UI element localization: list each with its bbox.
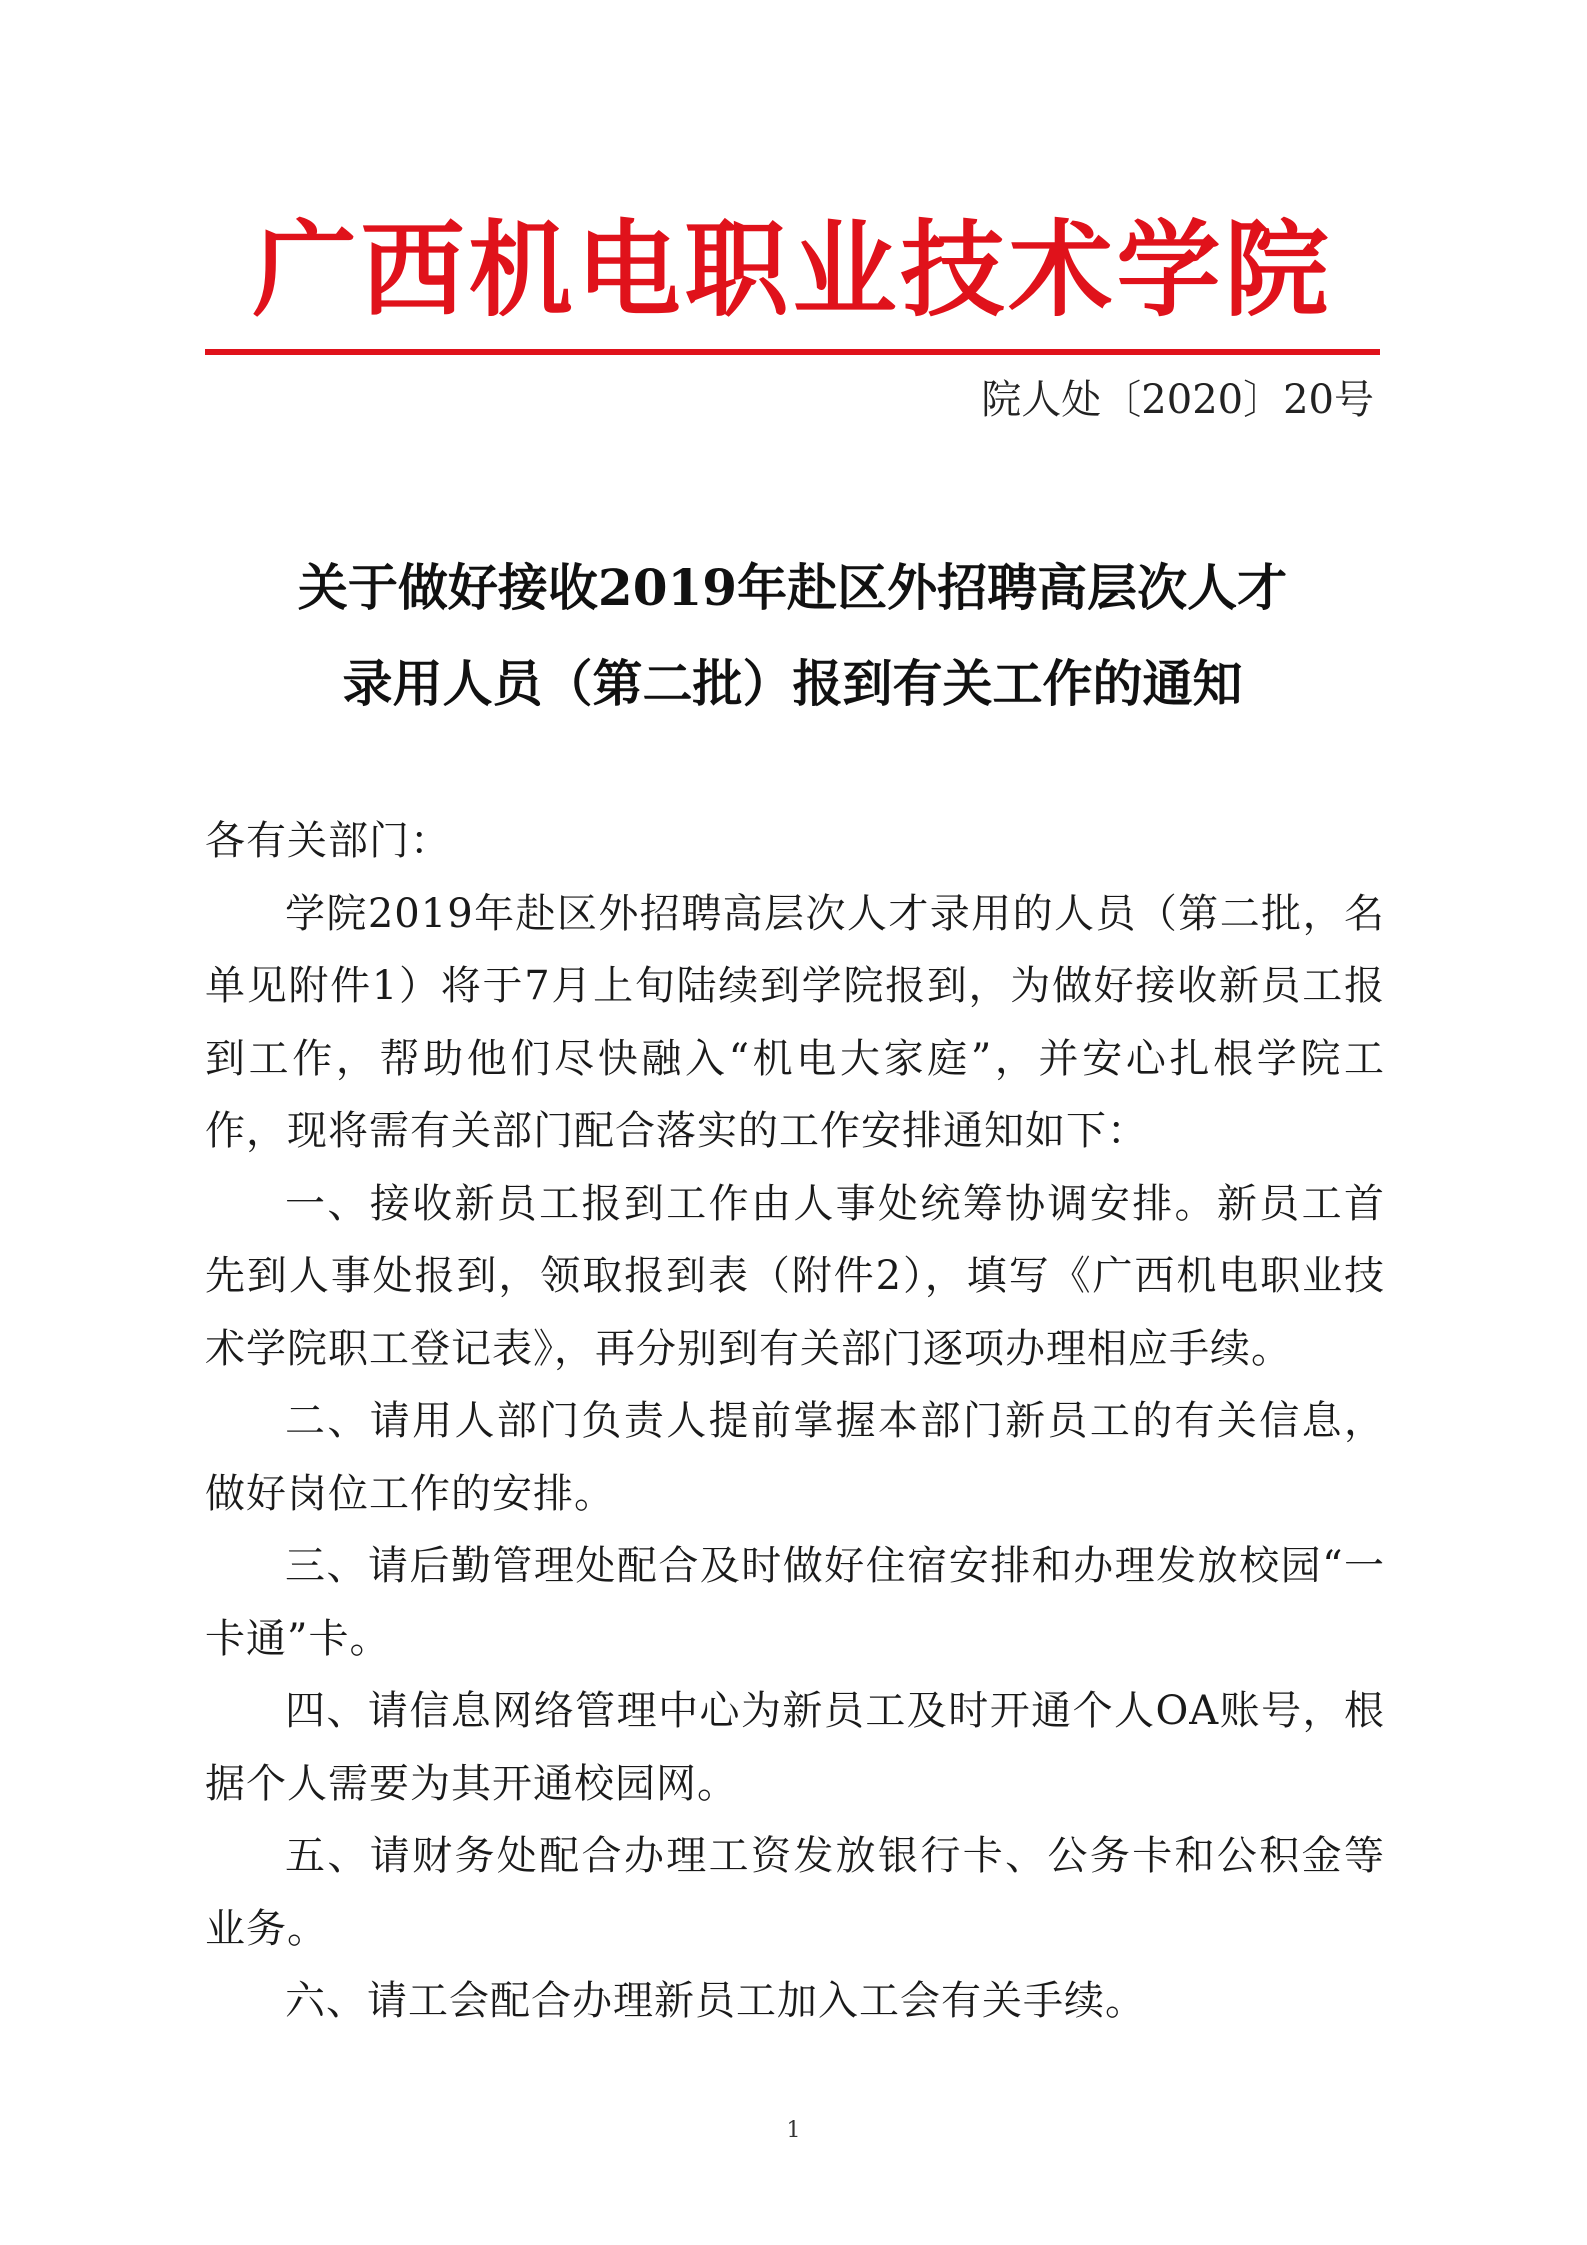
paragraph-item-3: 三、请后勤管理处配合及时做好住宿安排和办理发放校园“一卡通”卡。 xyxy=(205,1543,1385,1662)
paragraph-item-5: 五、请财务处配合办理工资发放银行卡、公务卡和公积金等业务。 xyxy=(205,1833,1385,1952)
paragraph-item-4: 四、请信息网络管理中心为新员工及时开通个人OA账号，根据个人需要为其开通校园网。 xyxy=(205,1688,1385,1807)
masthead-institution-name: 广西机电职业技术学院 xyxy=(252,208,1333,331)
title-line-1: 关于做好接收2019年赴区外招聘高层次人才 xyxy=(297,558,1288,617)
document-title xyxy=(205,540,1380,732)
paragraph-item-6: 六、请工会配合办理新员工加入工会有关手续。 xyxy=(285,1978,1146,2024)
title-line-2: 录用人员（第二批）报到有关工作的通知 xyxy=(342,654,1243,713)
masthead-red-rule xyxy=(205,349,1380,355)
paragraph-item-1: 一、接收新员工报到工作由人事处统筹协调安排。新员工首先到人事处报到，领取报到表（附件2），填写《广西机电职业技术学院职工登记表》，再分别到有关部门逐项办理相应手续。 xyxy=(205,1180,1385,1372)
page-number: 1 xyxy=(786,2118,801,2143)
document-body xyxy=(205,805,1385,2038)
document-number: 院人处〔2020〕20号 xyxy=(981,377,1374,423)
paragraph-intro: 学院2019年赴区外招聘高层次人才录用的人员（第二批，名单见附件1）将于7月上旬陆续到学院报到，为做好接收新员工报到工作，帮助他们尽快融入“机电大家庭”，并安心扎根学院工作，现将需有关部门配合落实的工作安排通知如下： xyxy=(205,890,1385,1154)
paragraph-item-2: 二、请用人部门负责人提前掌握本部门新员工的有关信息，做好岗位工作的安排。 xyxy=(205,1398,1385,1517)
salutation: 各有关部门： xyxy=(205,818,451,864)
